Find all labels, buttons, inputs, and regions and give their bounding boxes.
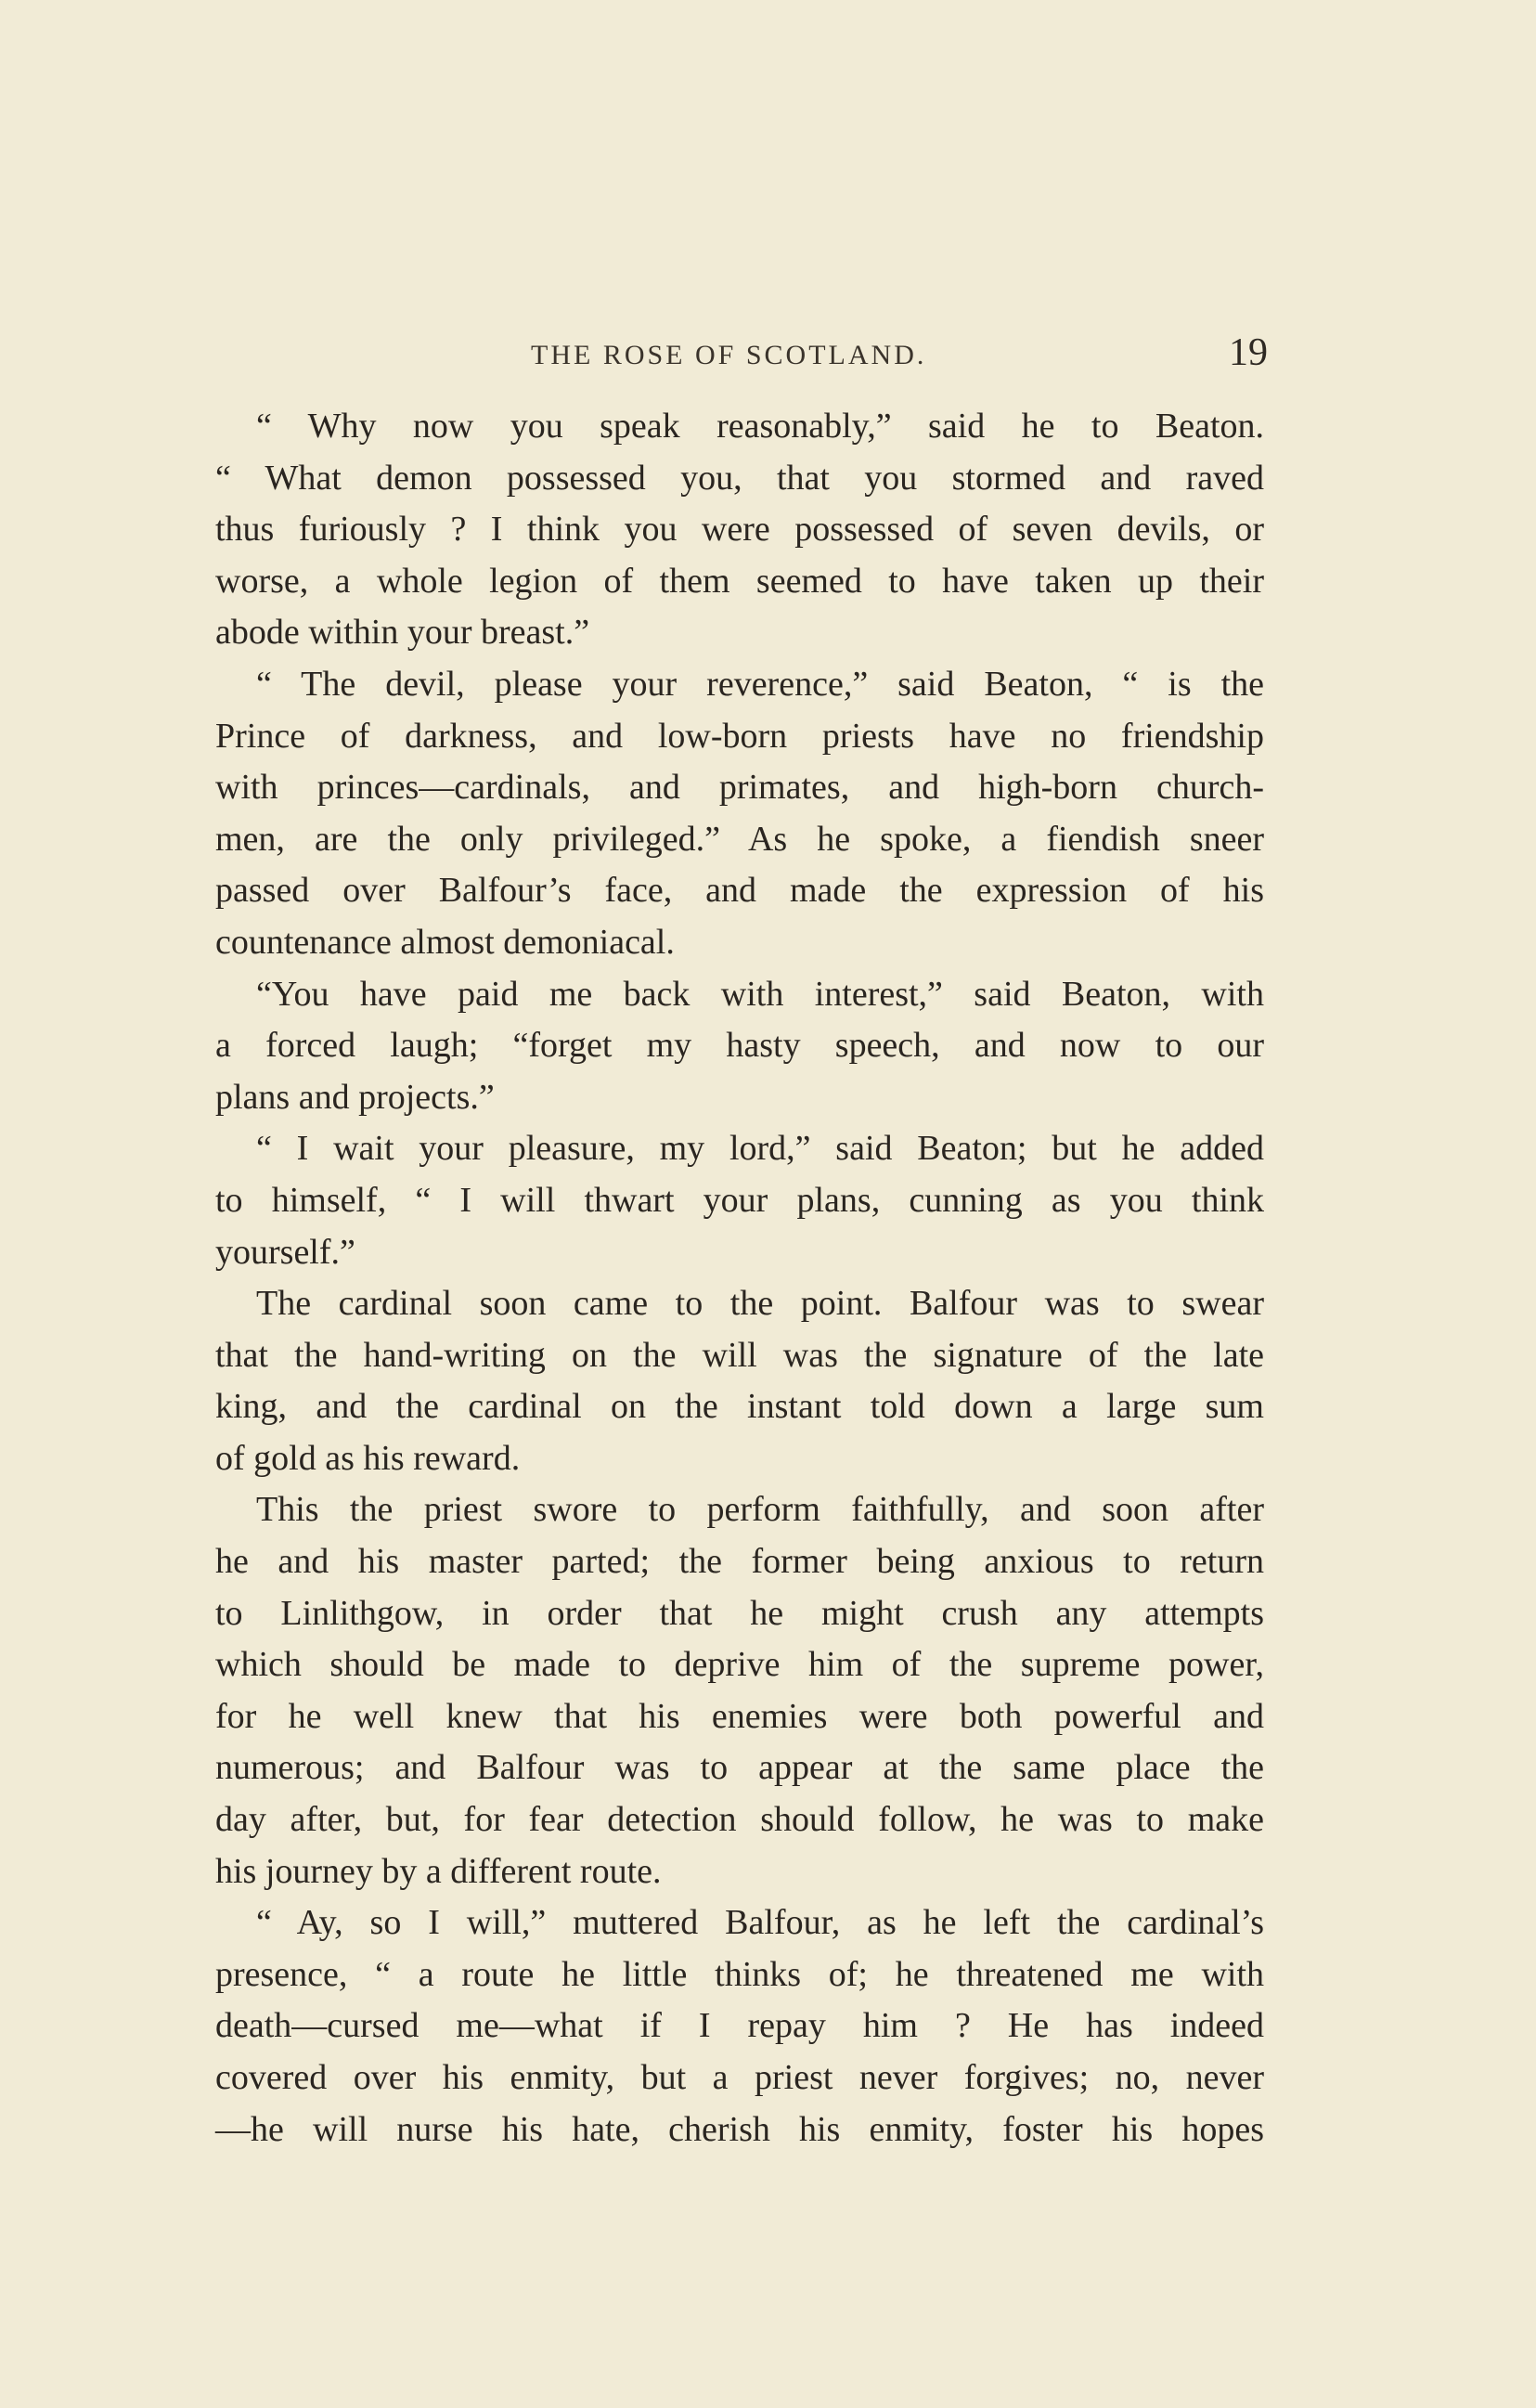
- text-line: a forced laugh; “forget my hasty speech, and now to our: [215, 1026, 1264, 1066]
- text-line: death—cursed me—what if I repay him ? He has indeed: [215, 2006, 1264, 2046]
- text-line: plans and projects.”: [215, 1077, 495, 1117]
- text-line: his journey by a different route.: [215, 1851, 662, 1891]
- text-line: which should be made to deprive him of the supreme power,: [215, 1645, 1264, 1685]
- text-line: “ Ay, so I will,” muttered Balfour, as he left the cardinal’s: [256, 1903, 1264, 1943]
- text-line: he and his master parted; the former being anxious to return: [215, 1542, 1264, 1582]
- text-line: day after, but, for fear detection should follow, he was to make: [215, 1800, 1264, 1840]
- text-line: men, are the only privileged.” As he spoke, a fiendish sneer: [215, 819, 1264, 859]
- text-line: presence, “ a route he little thinks of; he threatened me with: [215, 1954, 1264, 1994]
- text-line: yourself.”: [215, 1232, 355, 1272]
- text-line: numerous; and Balfour was to appear at the same place the: [215, 1748, 1264, 1788]
- text-line: Prince of darkness, and low-born priests have no friendship: [215, 716, 1264, 756]
- text-line: with princes—cardinals, and primates, and high-born church-: [215, 768, 1264, 808]
- text-line: passed over Balfour’s face, and made the expression of his: [215, 871, 1264, 911]
- text-line: countenance almost demoniacal.: [215, 922, 675, 962]
- text-line: thus furiously ? I think you were possessed of seven devils, or: [215, 510, 1264, 550]
- text-line: “ I wait your pleasure, my lord,” said Beaton; but he added: [256, 1129, 1264, 1169]
- text-line: This the priest swore to perform faithfully, and soon after: [256, 1490, 1264, 1530]
- text-line: that the hand-writing on the will was the signature of the late: [215, 1335, 1264, 1375]
- text-line: to Linlithgow, in order that he might crush any attempts: [215, 1593, 1264, 1633]
- text-line: “ What demon possessed you, that you stormed and raved: [215, 458, 1264, 498]
- running-head: [215, 331, 1268, 379]
- text-line: The cardinal soon came to the point. Balfour was to swear: [256, 1284, 1264, 1324]
- text-line: king, and the cardinal on the instant told down a large sum: [215, 1387, 1264, 1427]
- text-line: to himself, “ I will thwart your plans, cunning as you think: [215, 1180, 1264, 1220]
- text-line: abode within your breast.”: [215, 613, 590, 653]
- text-line: for he well knew that his enemies were both powerful and: [215, 1696, 1264, 1736]
- text-line: worse, a whole legion of them seemed to have taken up their: [215, 561, 1264, 601]
- page-number: 19: [1229, 331, 1268, 374]
- text-line: of gold as his reward.: [215, 1438, 521, 1478]
- text-line: “ Why now you speak reasonably,” said he to Beaton.: [256, 407, 1264, 446]
- body-text: [215, 401, 1264, 2156]
- text-line: “ The devil, please your reverence,” said Beaton, “ is the: [256, 664, 1264, 704]
- text-line: “You have paid me back with interest,” said Beaton, with: [256, 974, 1264, 1014]
- text-line: —he will nurse his hate, cherish his enmity, foster his hopes: [215, 2109, 1264, 2149]
- running-title: THE ROSE OF SCOTLAND.: [531, 340, 927, 370]
- text-line: covered over his enmity, but a priest never forgives; no, never: [215, 2058, 1264, 2097]
